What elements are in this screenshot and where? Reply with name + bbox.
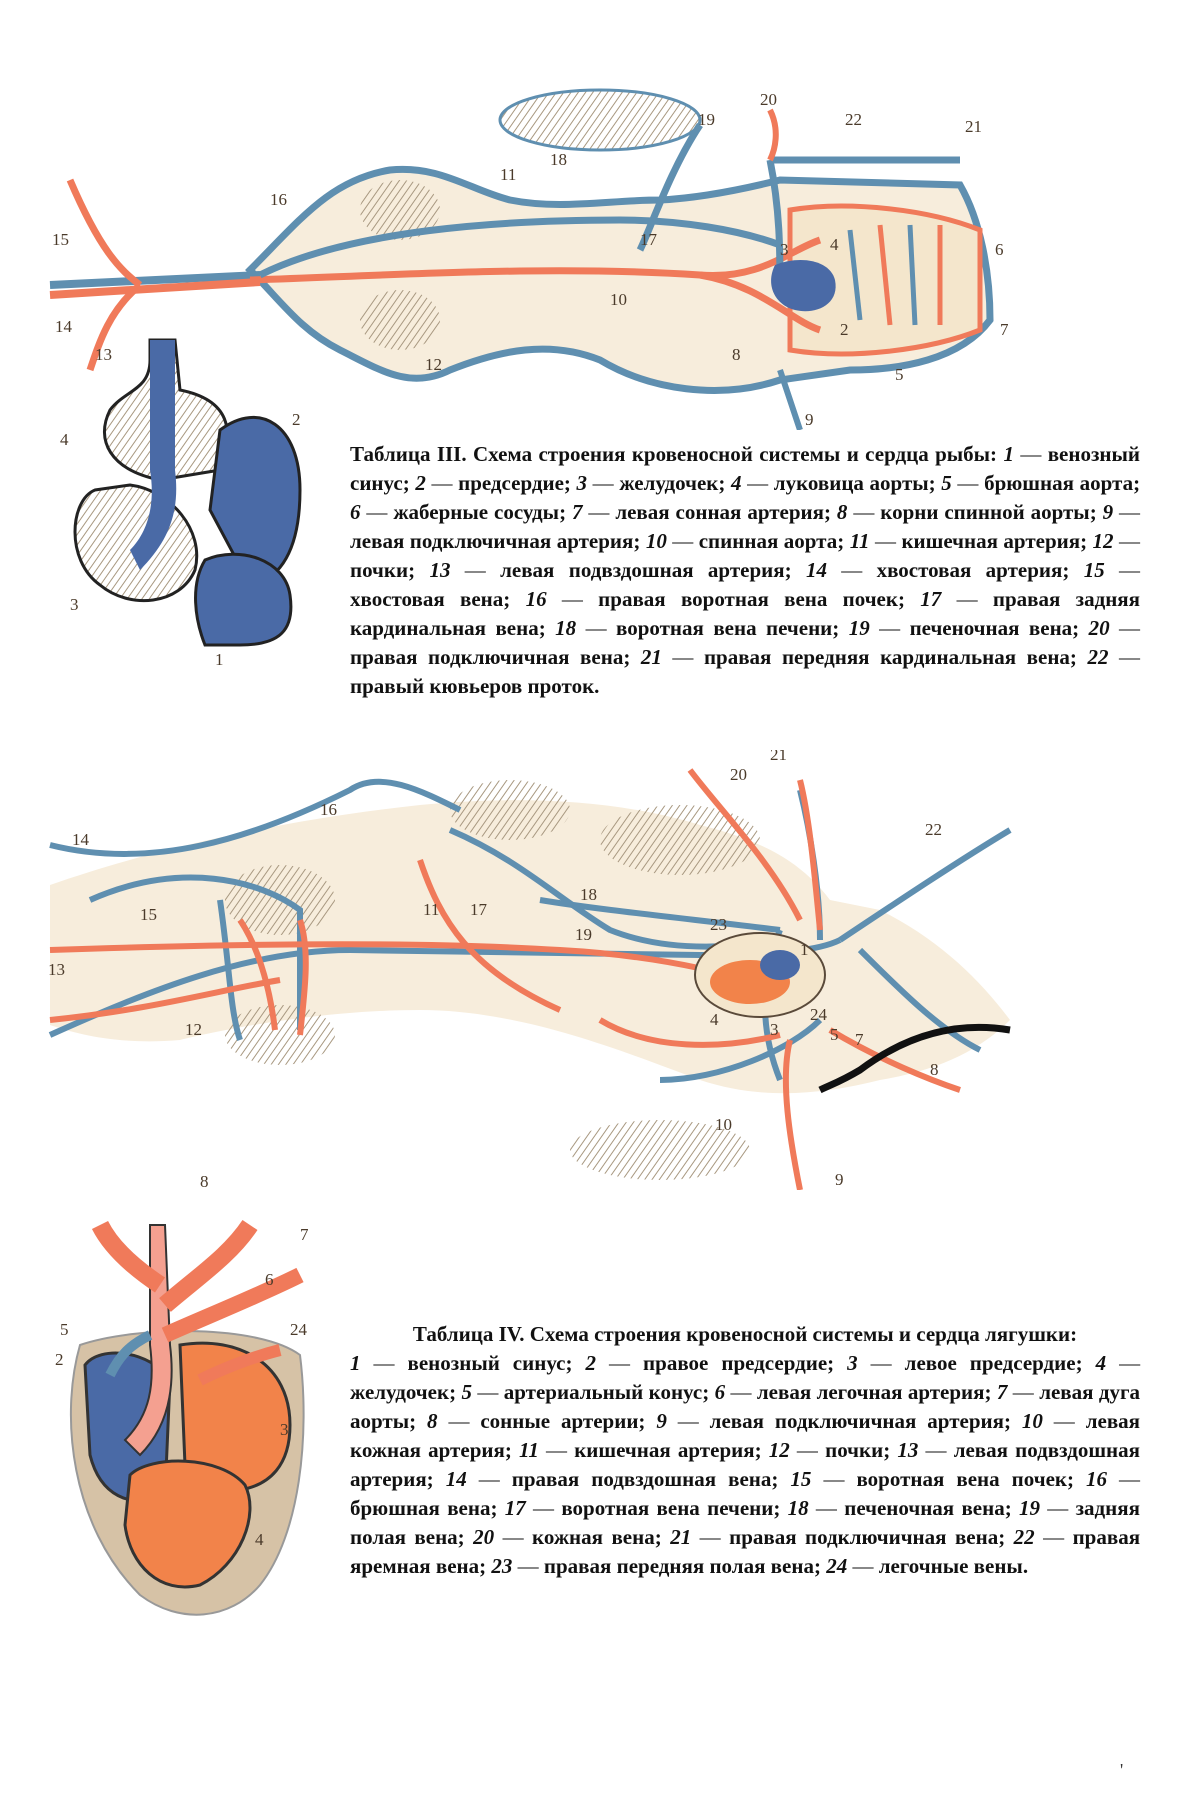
legend-number: 19 [848, 616, 870, 640]
legend-text: кишечная артерия; [901, 529, 1088, 553]
legend-entry: 1 — венозный синус; [350, 442, 1140, 495]
legend-entry: 17 — правая задняя кардинальная вена; [350, 587, 1141, 640]
legend-entry: 5 — брюшная аорта; [941, 471, 1141, 495]
legend-entry: 5 — артериальный конус; [461, 1380, 710, 1404]
legend-entry: 8 — сонные артерии; [427, 1409, 646, 1433]
frog-label: 8 [930, 1060, 939, 1079]
frog-label: 12 [185, 1020, 202, 1039]
legend-entry: 15 — воротная вена почек; [790, 1467, 1074, 1491]
fish-label: 17 [640, 230, 657, 249]
legend-number: 6 [350, 500, 361, 524]
fish-caption [350, 440, 1140, 701]
legend-number: 18 [787, 1496, 809, 1520]
legend-entry: 23 — правая передняя полая вена; [491, 1554, 821, 1578]
legend-number: 10 [645, 529, 667, 553]
legend-number: 16 [525, 587, 547, 611]
frog-label: 7 [855, 1030, 864, 1049]
legend-number: 2 [585, 1351, 597, 1375]
frog-label: 23 [710, 915, 727, 934]
legend-text: луковица аорты; [773, 471, 936, 495]
fish-heart-label: 2 [292, 410, 301, 429]
legend-text: жаберные сосуды; [393, 500, 567, 524]
fish-label: 5 [895, 365, 904, 384]
legend-text: правое предсердие; [643, 1351, 835, 1375]
legend-text: правая подвздошная вена; [511, 1467, 779, 1491]
frog-heart-label: 8 [200, 1172, 209, 1191]
fish-label: 9 [805, 410, 814, 429]
legend-number: 11 [519, 1438, 539, 1462]
fish-subclavian-vein [770, 110, 776, 160]
frog-label: 17 [470, 900, 487, 919]
legend-number: 7 [996, 1380, 1008, 1404]
legend-text: левая кожная артерия; [350, 1409, 1141, 1462]
legend-text: артериальный конус; [503, 1380, 710, 1404]
legend-text: кишечная артерия; [574, 1438, 762, 1462]
legend-text: правая передняя полая вена; [543, 1554, 821, 1578]
legend-number: 3 [847, 1351, 858, 1375]
legend-text: левая дуга аорты; [350, 1380, 1141, 1433]
legend-number: 7 [571, 500, 583, 524]
legend-number: 1 [350, 1351, 361, 1375]
legend-text: предсердие; [458, 471, 571, 495]
fish-heart-sinus [196, 554, 291, 645]
legend-text: корни спинной аорты; [880, 500, 1097, 524]
frog-liver-right [600, 805, 760, 875]
fish-label: 8 [732, 345, 741, 364]
legend-text: желудочек; [619, 471, 726, 495]
frog-label: 4 [710, 1010, 719, 1029]
frog-liver [450, 780, 570, 840]
legend-number: 10 [1021, 1409, 1043, 1433]
frog-label: 15 [140, 905, 157, 924]
fish-kidney-lower [360, 290, 440, 350]
fish-vessel-top-left [70, 180, 140, 285]
legend-text: печеночная вена; [844, 1496, 1012, 1520]
fish-label: 4 [830, 235, 839, 254]
legend-number: 23 [491, 1554, 513, 1578]
fish-label: 2 [840, 320, 849, 339]
legend-entry: 4 — луковица аорты; [731, 471, 936, 495]
fish-label: 21 [965, 117, 982, 136]
legend-entry: 9 — левая подключичная артерия; [656, 1409, 1011, 1433]
fish-label: 12 [425, 355, 442, 374]
fish-label: 22 [845, 110, 862, 129]
fish-label: 19 [698, 110, 715, 129]
legend-number: 21 [670, 1525, 692, 1549]
legend-text: правый кювьеров проток. [350, 674, 600, 698]
page-mark: ' [1120, 1760, 1124, 1780]
legend-number: 12 [768, 1438, 790, 1462]
frog-label: 10 [715, 1115, 732, 1134]
frog-label: 24 [810, 1005, 827, 1024]
legend-entry: 17 — воротная вена печени; [504, 1496, 781, 1520]
legend-text: желудочек; [350, 1380, 457, 1404]
legend-entry: 15 — хвостовая вена; [350, 558, 1141, 611]
legend-text: воротная вена печени; [616, 616, 840, 640]
legend-number: 1 [1003, 442, 1014, 466]
legend-text: брюшная аорта; [984, 471, 1141, 495]
legend-text: левая сонная артерия; [615, 500, 831, 524]
frog-heart-label: 2 [55, 1350, 64, 1369]
legend-entry: 2 — предсердие; [415, 471, 571, 495]
legend-number: 5 [461, 1380, 472, 1404]
legend-text: хвостовая артерия; [876, 558, 1070, 582]
fish-heart-ventricle [75, 485, 197, 601]
frog-caption-title: Таблица IV. Схема строения кровеносной системы и сердца лягушки: [412, 1322, 1078, 1346]
frog-label: 14 [72, 830, 89, 849]
legend-text: левая подвздошная артерия; [500, 558, 792, 582]
legend-text: сонные артерии; [480, 1409, 646, 1433]
legend-entry: 19 — печеночная вена; [848, 616, 1080, 640]
legend-text: воротная вена печени; [561, 1496, 781, 1520]
legend-text: брюшная вена; [350, 1496, 498, 1520]
frog-label: 1 [800, 940, 809, 959]
legend-number: 13 [897, 1438, 919, 1462]
frog-heart-diagram [0, 1165, 340, 1625]
fish-heart-label: 4 [60, 430, 69, 449]
frog-label: 20 [730, 765, 747, 784]
legend-text: правая воротная вена почек; [598, 587, 905, 611]
fish-label: 14 [55, 317, 72, 336]
legend-text: задняя полая вена; [350, 1496, 1140, 1549]
legend-number: 13 [429, 558, 451, 582]
fish-caption-title: Таблица III. Схема строения кровеносной системы и сердца рыбы: [350, 442, 998, 466]
fish-heart-diagram [0, 330, 340, 680]
legend-text: правая задняя кардинальная вена; [350, 587, 1141, 640]
legend-entry: 4 — желудочек; [350, 1351, 1141, 1404]
frog-caption-entries [350, 1351, 1140, 1578]
fish-liver [500, 90, 700, 150]
frog-label: 21 [770, 750, 787, 764]
legend-text: почки; [350, 558, 416, 582]
legend-entry: 22 — правый кювьеров проток. [350, 645, 1141, 698]
fish-label: 15 [52, 230, 69, 249]
legend-number: 19 [1019, 1496, 1041, 1520]
legend-text: почки; [825, 1438, 891, 1462]
legend-number: 17 [920, 587, 942, 611]
legend-number: 22 [1087, 645, 1109, 669]
legend-entry: 13 — левая подвздошная артерия; [429, 558, 792, 582]
legend-number: 6 [714, 1380, 726, 1404]
legend-text: левая легочная артерия; [756, 1380, 992, 1404]
fish-label: 7 [1000, 320, 1009, 339]
fish-label: 20 [760, 90, 777, 109]
legend-entry: 7 — левая сонная артерия; [571, 500, 831, 524]
legend-number: 14 [805, 558, 827, 582]
legend-text: правая подключичная вена; [729, 1525, 1006, 1549]
legend-text: легочные вены. [878, 1554, 1029, 1578]
legend-entry: 11 — кишечная артерия; [519, 1438, 762, 1462]
legend-entry: 6 — жаберные сосуды; [350, 500, 567, 524]
legend-entry: 8 — корни спинной аорты; [836, 500, 1097, 524]
legend-entry: 14 — правая подвздошная вена; [445, 1467, 779, 1491]
legend-entry: 21 — правая подключичная вена; [670, 1525, 1006, 1549]
legend-entry: 3 — левое предсердие; [847, 1351, 1083, 1375]
legend-entry: 24 — легочные вены. [826, 1554, 1029, 1578]
frog-heart-atrium-small [760, 950, 800, 980]
legend-text: левое предсердие; [904, 1351, 1083, 1375]
fish-label: 13 [95, 345, 112, 364]
frog-heart-label: 7 [300, 1225, 309, 1244]
legend-text: венозный синус; [407, 1351, 573, 1375]
legend-entry: 10 — спинная аорта; [645, 529, 845, 553]
frog-heart-label: 24 [290, 1320, 307, 1339]
legend-text: хвостовая вена; [350, 587, 511, 611]
legend-number: 12 [1092, 529, 1114, 553]
legend-entry: 3 — желудочек; [576, 471, 726, 495]
legend-entry: 2 — правое предсердие; [585, 1351, 835, 1375]
legend-number: 20 [1088, 616, 1110, 640]
legend-entry: 21 — правая передняя кардинальная вена; [640, 645, 1077, 669]
frog-label: 22 [925, 820, 942, 839]
frog-heart-carotid-right [165, 1225, 250, 1305]
legend-text: спинная аорта; [698, 529, 845, 553]
legend-entry: 9 — левая подключичная артерия; [350, 500, 1141, 553]
legend-number: 22 [1013, 1525, 1035, 1549]
legend-number: 15 [790, 1467, 812, 1491]
legend-number: 11 [849, 529, 870, 553]
legend-entry: 12 — почки; [350, 529, 1140, 582]
legend-number: 5 [941, 471, 952, 495]
legend-entry: 22 — правая яремная вена; [350, 1525, 1141, 1578]
legend-text: правая подключичная вена; [350, 645, 631, 669]
fish-label: 11 [500, 165, 517, 184]
legend-number: 16 [1086, 1467, 1108, 1491]
legend-number: 9 [1102, 500, 1114, 524]
legend-number: 14 [445, 1467, 467, 1491]
legend-number: 24 [826, 1554, 848, 1578]
legend-number: 2 [415, 471, 426, 495]
legend-entry: 20 — правая подключичная вена; [350, 616, 1141, 669]
legend-text: левая подключичная артерия; [350, 529, 641, 553]
legend-number: 17 [504, 1496, 526, 1520]
fish-caption-entries [350, 442, 1140, 698]
legend-entry: 1 — венозный синус; [350, 1351, 573, 1375]
frog-heart-label: 3 [280, 1420, 289, 1439]
legend-entry: 19 — задняя полая вена; [350, 1496, 1140, 1549]
frog-circulatory-scheme [0, 750, 1200, 1190]
legend-text: воротная вена почек; [856, 1467, 1074, 1491]
frog-heart-label: 4 [255, 1530, 264, 1549]
frog-label: 11 [423, 900, 440, 919]
legend-entry: 7 — левая дуга аорты; [350, 1380, 1141, 1433]
legend-entry: 13 — левая подвздошная артерия; [350, 1438, 1141, 1491]
frog-label: 3 [770, 1020, 779, 1039]
frog-label: 19 [575, 925, 592, 944]
legend-text: правая яремная вена; [350, 1525, 1141, 1578]
legend-number: 21 [640, 645, 662, 669]
legend-number: 4 [1095, 1351, 1107, 1375]
frog-label: 13 [48, 960, 65, 979]
legend-entry: 11 — кишечная артерия; [849, 529, 1088, 553]
fish-label: 18 [550, 150, 567, 169]
frog-label: 18 [580, 885, 597, 904]
fish-heart-label: 1 [215, 650, 224, 669]
legend-number: 3 [576, 471, 588, 495]
legend-entry: 6 — левая легочная артерия; [714, 1380, 992, 1404]
fish-label: 3 [780, 240, 789, 259]
fish-heart-label: 3 [70, 595, 79, 614]
legend-entry: 12 — почки; [768, 1438, 891, 1462]
legend-text: правая передняя кардинальная вена; [703, 645, 1077, 669]
legend-text: печеночная вена; [909, 616, 1080, 640]
frog-label: 9 [835, 1170, 844, 1189]
legend-entry: 14 — хвостовая артерия; [805, 558, 1070, 582]
frog-label: 5 [830, 1025, 839, 1044]
legend-number: 8 [836, 500, 848, 524]
frog-label: 16 [320, 800, 337, 819]
fish-label: 10 [610, 290, 627, 309]
legend-entry: 16 — правая воротная вена почек; [525, 587, 905, 611]
legend-text: венозный синус; [350, 442, 1140, 495]
fish-label: 16 [270, 190, 287, 209]
frog-heart-label: 6 [265, 1270, 274, 1289]
legend-number: 15 [1083, 558, 1105, 582]
legend-entry: 20 — кожная вена; [473, 1525, 662, 1549]
frog-caption [350, 1320, 1140, 1581]
legend-entry: 18 — печеночная вена; [787, 1496, 1012, 1520]
legend-entry: 16 — брюшная вена; [350, 1467, 1141, 1520]
legend-text: левая подвздошная артерия; [350, 1438, 1141, 1491]
legend-number: 18 [555, 616, 577, 640]
legend-entry: 18 — воротная вена печени; [555, 616, 840, 640]
fish-label: 6 [995, 240, 1004, 259]
legend-entry: 10 — левая кожная артерия; [350, 1409, 1141, 1462]
legend-text: кожная вена; [532, 1525, 662, 1549]
legend-number: 8 [427, 1409, 438, 1433]
legend-number: 4 [731, 471, 742, 495]
legend-text: левая подключичная артерия; [709, 1409, 1011, 1433]
frog-heart-label: 5 [60, 1320, 69, 1339]
legend-number: 9 [656, 1409, 667, 1433]
legend-number: 20 [473, 1525, 495, 1549]
